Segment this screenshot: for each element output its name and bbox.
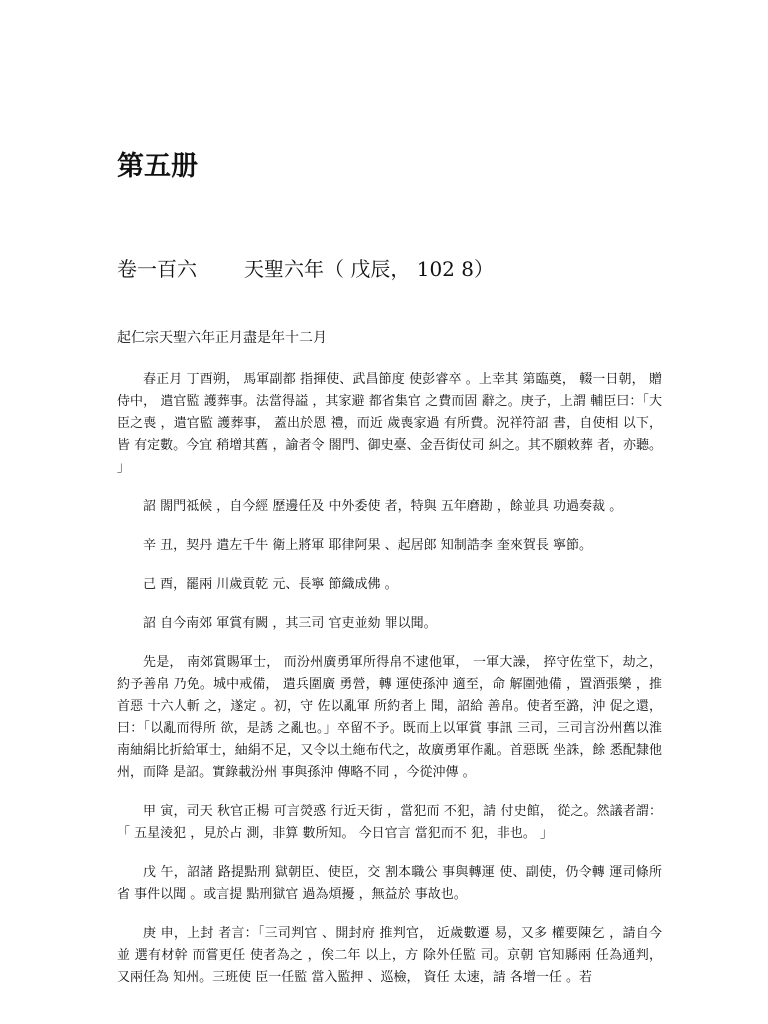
paragraph: 甲 寅，司天 秋官正楊 可言熒惑 行近天街 ，當犯而 不犯，請 付史館， 從之。然議者謂：「 五星淩犯 ，見於占 測，非算 數所知。 今日官言 當犯而不 犯，非也。 」 [117,804,662,841]
paragraph: 春正月 丁酉朔， 馬軍副都 指揮使、武昌節度 使彭睿卒 。上幸其 第臨奠， 輟一日朝， 贈侍中， 遣官監 護葬事。法當得謚 ，其家避 都省集官 之費而固 辭之。庚子，上謂 輔臣曰：「大臣之喪 ，遣官監 護葬事， 蓋出於恩 禮，而近 歲喪家過 有所費。況祥符詔 書，自使相 以下，皆 有定數。今宜 稍增其舊 ，諭者令 閤門、御史臺、金吾街仗司 糾之。其不願敕葬 者，亦聽。 」 [117,372,662,475]
paragraph: 庚 申，上封 者言：「三司判官 、開封府 推判官， 近歲數遷 易，又多 權要陳乞 ，請自今並 選有材幹 而嘗更任 使者為之 ，俟二年 以上，方 除外任監 司。京朝 官知縣兩 任為通判， 又兩任為 知州。三班使 臣一任監 當入監押 、巡檢， 資任 太速，請 各增一任 。若 [117,926,662,985]
chapter-heading [117,255,494,283]
paragraph: 詔 閤門祗候 ，自今經 歷邊任及 中外委使 者，特與 五年磨勘 ，餘並具 功過奏裁 。 [143,499,623,514]
paragraph: 辛 丑，契丹 遣左千牛 衛上將軍 耶律阿果 、起居郎 知制誥李 奎來賀長 寧節。 [143,538,593,553]
chapter-subtitle: 起仁宗天聖六年正月盡是年十二月 [117,330,327,346]
paragraph: 戊 午，詔諸 路提點刑 獄朝臣、使臣，交 割本職公 事與轉運 使、副使，仍令轉 運司條所省 事件以聞 。或言提 點刑獄官 過為煩擾 ，無益於 事故也。 [117,865,662,902]
chapter-reign: 天聖六年（ 戊辰， 102 8） [244,257,494,281]
paragraph: 詔 自今南郊 軍賞有闕 ，其三司 官吏並劾 罪以聞。 [143,616,437,631]
volume-title: 第五册 [117,151,198,182]
paragraph: 先是， 南郊賞賜軍士， 而汾州廣勇軍所得帛不逮他軍， 一軍大譟， 捽守佐堂下，劫之， 約予善帛 乃免。城中戒備， 遣兵圍廣 勇營，轉 運使孫沖 適至，命 解圍弛備 ，置酒張樂 ，推首惡 十六人斬 之，遂定 。初，守 佐以亂軍 所約者上 聞，詔給 善帛。使者至潞，沖 促之還， 曰：「以亂而得所 欲，是誘 之亂也。」卒留不予。既而上以軍賞 事訊 三司，三司言汾州舊以淮南紬絹比折給軍士，紬絹不足，又令以土絁布代之，故廣勇軍作亂。首惡既 坐誅，餘 悉配隸他 州，而降 是詔。實錄載汾州 事與孫沖 傳略不同 ，今從沖傳 。 [117,655,662,780]
chapter-number: 卷一百六 [117,257,197,281]
body-text [117,369,662,1006]
paragraph: 己 酉，罷兩 川歲貢乾 元、長寧 節織成佛 。 [143,577,398,592]
